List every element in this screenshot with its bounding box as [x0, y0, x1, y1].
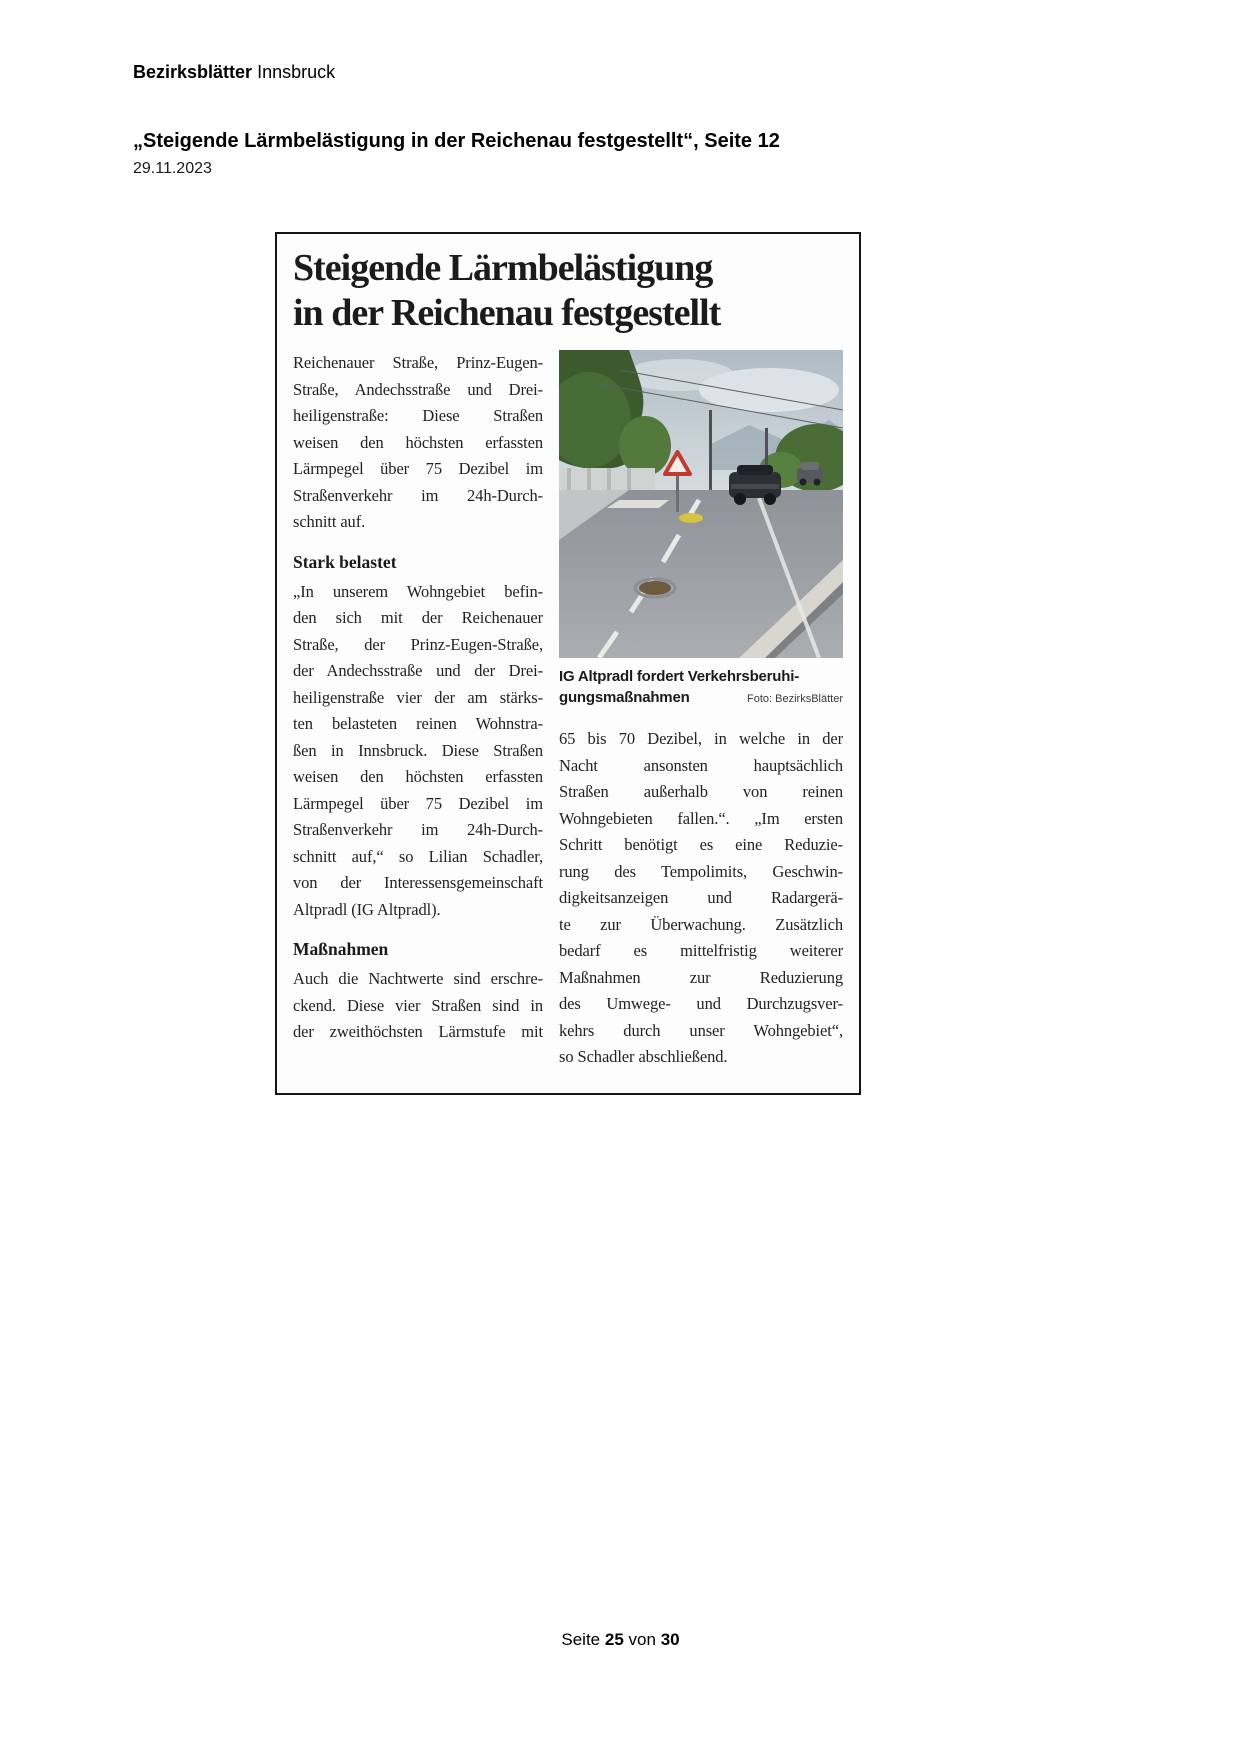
- text-line: Lärmpegel über 75 Dezibel im: [293, 793, 543, 813]
- text-line: weisen den höchsten erfassten: [293, 767, 543, 786]
- text-line: heiligenstraße vier der am stärks-: [293, 687, 543, 707]
- photo-manhole: [639, 581, 671, 595]
- photo-caption-line: gungsmaßnahmen: [559, 689, 690, 706]
- photo-beacon: [679, 513, 703, 523]
- article-headline: [293, 246, 843, 336]
- photo-caption-line: IG Altpradl fordert Verkehrsberuhi-: [559, 668, 799, 685]
- article-column-right-text: [559, 726, 843, 1071]
- text-line: ten belasteten reinen Wohnstra-: [293, 714, 543, 733]
- text-line: der zweithöchsten Lärmstufe mit: [293, 1022, 543, 1041]
- clipping-title: „Steigende Lärmbelästigung in der Reichenau festgestellt“, Seite 12: [133, 130, 780, 152]
- publication-name: Bezirksblätter: [133, 62, 253, 82]
- text-line: Straße, der Prinz-Eugen-Straße,: [293, 634, 543, 654]
- text-line: Straßenverkehr im 24h-Durch-: [293, 820, 543, 839]
- text-line: Nacht ansonsten hauptsächlich: [559, 755, 843, 775]
- text-line: rung des Tempolimits, Geschwin-: [559, 861, 843, 881]
- text-line: Lärmpegel über 75 Dezibel im: [293, 459, 543, 478]
- footer-total-pages: 30: [660, 1630, 680, 1649]
- paragraph: [559, 726, 843, 1071]
- text-line: der Andechsstraße und der Drei-: [293, 661, 543, 680]
- text-line: den sich mit der Reichenauer: [293, 608, 543, 627]
- text-line: schnitt auf.: [293, 512, 366, 531]
- text-line: schnitt auf,“ so Lilian Schadler,: [293, 846, 543, 866]
- text-line: ckend. Diese vier Straßen sind in: [293, 995, 543, 1015]
- headline-line: Steigende Lärmbelästigung: [293, 247, 713, 289]
- section-heading: Maßnahmen: [293, 939, 389, 959]
- text-line: Straße, Andechsstraße und Drei-: [293, 379, 543, 399]
- clipping-date: 29.11.2023: [133, 160, 212, 177]
- text-line: kehrs durch unser Wohngebiet“,: [559, 1020, 843, 1040]
- footer-von-label: von: [628, 1630, 656, 1649]
- photo-pole: [709, 410, 712, 490]
- text-line: Reichenauer Straße, Prinz-Eugen-: [293, 353, 543, 372]
- article-columns: [293, 350, 843, 1084]
- text-line: von der Interessensgemeinschaft: [293, 873, 543, 892]
- text-line: „In unserem Wohngebiet befin-: [293, 581, 543, 601]
- publication-location: Innsbruck: [257, 62, 336, 82]
- text-line: so Schadler abschließend.: [559, 1047, 728, 1066]
- text-line: Maßnahmen zur Reduzierung: [559, 967, 843, 987]
- text-line: Altpradl (IG Altpradl).: [293, 899, 441, 919]
- paragraph: [293, 350, 543, 536]
- article-column-left: [293, 350, 543, 1084]
- photo-tree: [619, 416, 671, 476]
- article-photo: [559, 350, 843, 658]
- text-line: 65 bis 70 Dezibel, in welche in der: [559, 729, 843, 748]
- article-clipping: [275, 232, 861, 1095]
- page-number-footer: [0, 1630, 1241, 1650]
- article-column-right: [559, 350, 843, 1084]
- text-line: Wohngebieten fallen.“. „Im ersten: [559, 808, 843, 828]
- paragraph: [293, 579, 543, 924]
- footer-page-number: 25: [604, 1630, 624, 1649]
- text-line: digkeitsanzeigen und Radargerä-: [559, 888, 843, 907]
- paragraph: [293, 966, 543, 1046]
- section-heading: Stark belastet: [293, 551, 397, 572]
- text-line: bedarf es mittelfristig weiterer: [559, 941, 843, 960]
- text-line: Auch die Nachtwerte sind erschre-: [293, 969, 543, 988]
- text-line: Schritt benötigt es eine Reduzie-: [559, 835, 843, 854]
- text-line: ßen in Innsbruck. Diese Straßen: [293, 740, 543, 760]
- photo-credit: Foto: BezirksBlätter: [747, 693, 843, 705]
- photo-caption: [559, 666, 843, 710]
- text-line: weisen den höchsten erfassten: [293, 432, 543, 452]
- text-line: heiligenstraße: Diese Straßen: [293, 406, 543, 425]
- headline-line: in der Reichenau festgestellt: [293, 292, 721, 334]
- text-line: te zur Überwachung. Zusätzlich: [559, 914, 843, 934]
- text-line: des Umwege- und Durchzugsver-: [559, 994, 843, 1013]
- footer-seite-label: Seite: [561, 1630, 601, 1649]
- photo-sign-pole: [676, 470, 679, 512]
- publication-header: [133, 62, 335, 83]
- text-line: Straßenverkehr im 24h-Durch-: [293, 485, 543, 505]
- text-line: Straßen außerhalb von reinen: [559, 782, 843, 801]
